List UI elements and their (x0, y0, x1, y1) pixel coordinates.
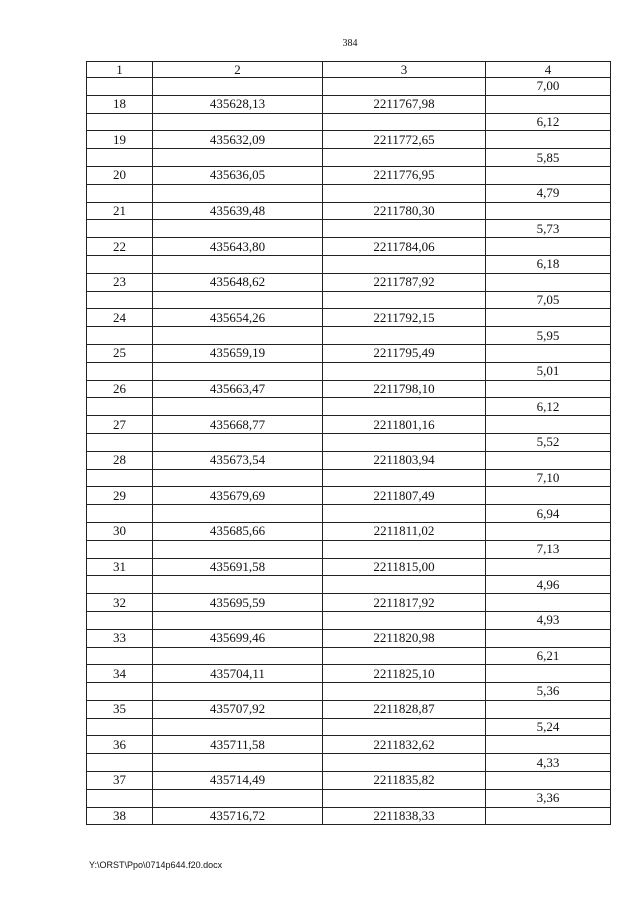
table-row (87, 487, 611, 505)
distance-row (87, 398, 611, 416)
table-row (87, 700, 611, 718)
distance-row (87, 149, 611, 167)
distance-row (87, 647, 611, 665)
distance-cell: 4,93 (486, 611, 611, 629)
table-row (87, 665, 611, 683)
table-row (87, 522, 611, 540)
table-row (87, 166, 611, 184)
table-row (87, 273, 611, 291)
footer-file-path: Y:\ORST\Ppo\0714p644.f20.docx (89, 860, 223, 870)
distance-row (87, 718, 611, 736)
point-number-cell: 38 (87, 807, 153, 825)
y-coordinate-cell: 2211838,33 (323, 807, 486, 825)
x-coordinate-cell: 435673,54 (153, 451, 323, 469)
x-coordinate-cell: 435659,19 (153, 344, 323, 362)
x-coordinate-cell: 435685,66 (153, 522, 323, 540)
y-coordinate-cell: 2211801,16 (323, 416, 486, 434)
distance-cell: 6,12 (486, 113, 611, 131)
x-coordinate-cell: 435679,69 (153, 487, 323, 505)
x-coordinate-cell: 435643,80 (153, 238, 323, 256)
distance-row (87, 220, 611, 238)
distance-row (87, 362, 611, 380)
x-coordinate-cell: 435716,72 (153, 807, 323, 825)
x-coordinate-cell: 435714,49 (153, 772, 323, 790)
column-header: 2 (153, 62, 323, 78)
page-number: 384 (342, 38, 358, 49)
table-row (87, 736, 611, 754)
point-number-cell: 22 (87, 238, 153, 256)
distance-cell: 3,36 (486, 789, 611, 807)
distance-cell: 4,33 (486, 754, 611, 772)
table-row (87, 558, 611, 576)
column-header: 4 (486, 62, 611, 78)
distance-row (87, 754, 611, 772)
distance-cell: 7,13 (486, 540, 611, 558)
y-coordinate-cell: 2211792,15 (323, 309, 486, 327)
x-coordinate-cell: 435711,58 (153, 736, 323, 754)
table-row (87, 594, 611, 612)
table-row (87, 202, 611, 220)
point-number-cell: 18 (87, 95, 153, 113)
x-coordinate-cell: 435648,62 (153, 273, 323, 291)
distance-row (87, 611, 611, 629)
point-number-cell: 32 (87, 594, 153, 612)
distance-cell: 5,52 (486, 433, 611, 451)
point-number-cell: 24 (87, 309, 153, 327)
y-coordinate-cell: 2211807,49 (323, 487, 486, 505)
table-row (87, 380, 611, 398)
x-coordinate-cell: 435695,59 (153, 594, 323, 612)
x-coordinate-cell: 435691,58 (153, 558, 323, 576)
point-number-cell: 33 (87, 629, 153, 647)
x-coordinate-cell: 435654,26 (153, 309, 323, 327)
x-coordinate-cell: 435699,46 (153, 629, 323, 647)
column-header: 3 (323, 62, 486, 78)
distance-cell: 5,73 (486, 220, 611, 238)
point-number-cell: 28 (87, 451, 153, 469)
point-number-cell: 25 (87, 344, 153, 362)
table-row (87, 807, 611, 825)
point-number-cell: 23 (87, 273, 153, 291)
distance-cell: 4,96 (486, 576, 611, 594)
x-coordinate-cell: 435663,47 (153, 380, 323, 398)
distance-cell: 7,10 (486, 469, 611, 487)
point-number-cell: 37 (87, 772, 153, 790)
point-number-cell: 34 (87, 665, 153, 683)
point-number-cell: 27 (87, 416, 153, 434)
table-row (87, 629, 611, 647)
distance-cell: 7,00 (486, 78, 611, 96)
y-coordinate-cell: 2211784,06 (323, 238, 486, 256)
y-coordinate-cell: 2211803,94 (323, 451, 486, 469)
point-number-cell: 20 (87, 166, 153, 184)
point-number-cell: 36 (87, 736, 153, 754)
column-header: 1 (87, 62, 153, 78)
y-coordinate-cell: 2211835,82 (323, 772, 486, 790)
distance-cell: 5,36 (486, 683, 611, 701)
x-coordinate-cell: 435668,77 (153, 416, 323, 434)
distance-row (87, 469, 611, 487)
y-coordinate-cell: 2211767,98 (323, 95, 486, 113)
y-coordinate-cell: 2211795,49 (323, 344, 486, 362)
y-coordinate-cell: 2211811,02 (323, 522, 486, 540)
distance-cell: 6,94 (486, 505, 611, 523)
y-coordinate-cell: 2211815,00 (323, 558, 486, 576)
y-coordinate-cell: 2211825,10 (323, 665, 486, 683)
table-body (87, 78, 611, 825)
y-coordinate-cell: 2211780,30 (323, 202, 486, 220)
distance-row (87, 433, 611, 451)
y-coordinate-cell: 2211820,98 (323, 629, 486, 647)
table-header-row (87, 62, 611, 78)
point-number-cell: 30 (87, 522, 153, 540)
distance-cell: 7,05 (486, 291, 611, 309)
distance-row (87, 113, 611, 131)
table-row (87, 772, 611, 790)
distance-cell: 4,79 (486, 184, 611, 202)
distance-cell: 5,85 (486, 149, 611, 167)
point-number-cell: 29 (87, 487, 153, 505)
point-number-cell: 21 (87, 202, 153, 220)
distance-cell: 5,24 (486, 718, 611, 736)
distance-row (87, 505, 611, 523)
x-coordinate-cell: 435632,09 (153, 131, 323, 149)
x-coordinate-cell: 435628,13 (153, 95, 323, 113)
x-coordinate-cell: 435636,05 (153, 166, 323, 184)
table-row (87, 238, 611, 256)
distance-row (87, 683, 611, 701)
distance-cell: 5,01 (486, 362, 611, 380)
distance-cell: 6,21 (486, 647, 611, 665)
distance-row (87, 291, 611, 309)
table-row (87, 451, 611, 469)
table-row (87, 344, 611, 362)
distance-row (87, 255, 611, 273)
y-coordinate-cell: 2211828,87 (323, 700, 486, 718)
table-row (87, 95, 611, 113)
distance-cell: 6,12 (486, 398, 611, 416)
x-coordinate-cell: 435704,11 (153, 665, 323, 683)
coordinates-table (86, 61, 611, 825)
distance-row (87, 576, 611, 594)
distance-cell: 6,18 (486, 255, 611, 273)
y-coordinate-cell: 2211787,92 (323, 273, 486, 291)
point-number-cell: 31 (87, 558, 153, 576)
y-coordinate-cell: 2211776,95 (323, 166, 486, 184)
distance-row (87, 540, 611, 558)
x-coordinate-cell: 435707,92 (153, 700, 323, 718)
distance-row (87, 327, 611, 345)
point-number-cell: 35 (87, 700, 153, 718)
point-number-cell: 26 (87, 380, 153, 398)
distance-cell: 5,95 (486, 327, 611, 345)
table-row (87, 131, 611, 149)
point-number-cell: 19 (87, 131, 153, 149)
y-coordinate-cell: 2211832,62 (323, 736, 486, 754)
table-row (87, 309, 611, 327)
distance-row (87, 789, 611, 807)
y-coordinate-cell: 2211817,92 (323, 594, 486, 612)
y-coordinate-cell: 2211798,10 (323, 380, 486, 398)
distance-row (87, 78, 611, 96)
y-coordinate-cell: 2211772,65 (323, 131, 486, 149)
distance-row (87, 184, 611, 202)
table-row (87, 416, 611, 434)
x-coordinate-cell: 435639,48 (153, 202, 323, 220)
